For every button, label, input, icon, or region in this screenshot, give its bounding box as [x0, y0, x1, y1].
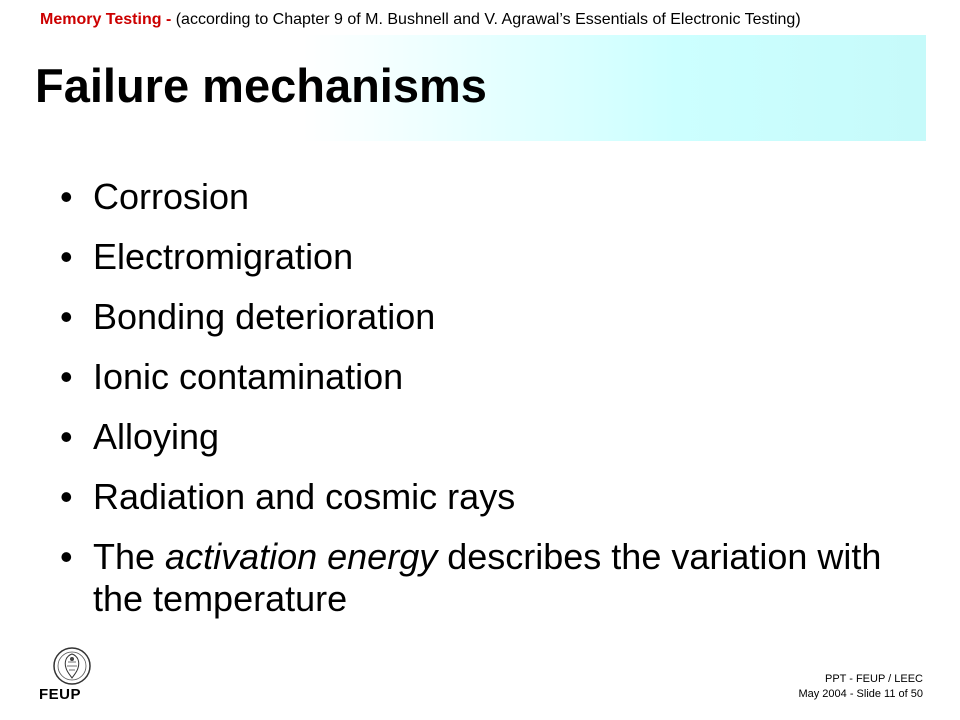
bullet-item: • Bonding deterioration: [60, 296, 900, 338]
bullet-item: • Alloying: [60, 416, 900, 458]
bullet-item: • Ionic contamination: [60, 356, 900, 398]
bullet-item: • Electromigration: [60, 236, 900, 278]
bullet-item: • Radiation and cosmic rays: [60, 476, 900, 518]
slide-footer: [798, 672, 923, 702]
footer-slide-number: May 2004 - Slide 11 of 50: [798, 688, 923, 700]
bullet-list: [60, 176, 900, 638]
header-reference: (according to Chapter 9 of M. Bushnell and V. Agrawal’s Essentials of Electronic Testing): [171, 11, 801, 28]
footer-course: PPT - FEUP / LEEC: [824, 673, 923, 685]
bullet-suffix: describes the variation with the temperature: [93, 536, 882, 619]
logo-text: FEUP: [39, 686, 82, 703]
bullet-emphasis: activation energy: [165, 536, 438, 577]
slide-title: Failure mechanisms: [35, 59, 487, 112]
bullet-item-activation-energy: [60, 536, 900, 620]
slide-header: [40, 12, 801, 28]
bullet-item: • Corrosion: [60, 176, 900, 218]
header-brand: Memory Testing -: [40, 11, 172, 28]
bullet-prefix: The: [93, 536, 166, 577]
